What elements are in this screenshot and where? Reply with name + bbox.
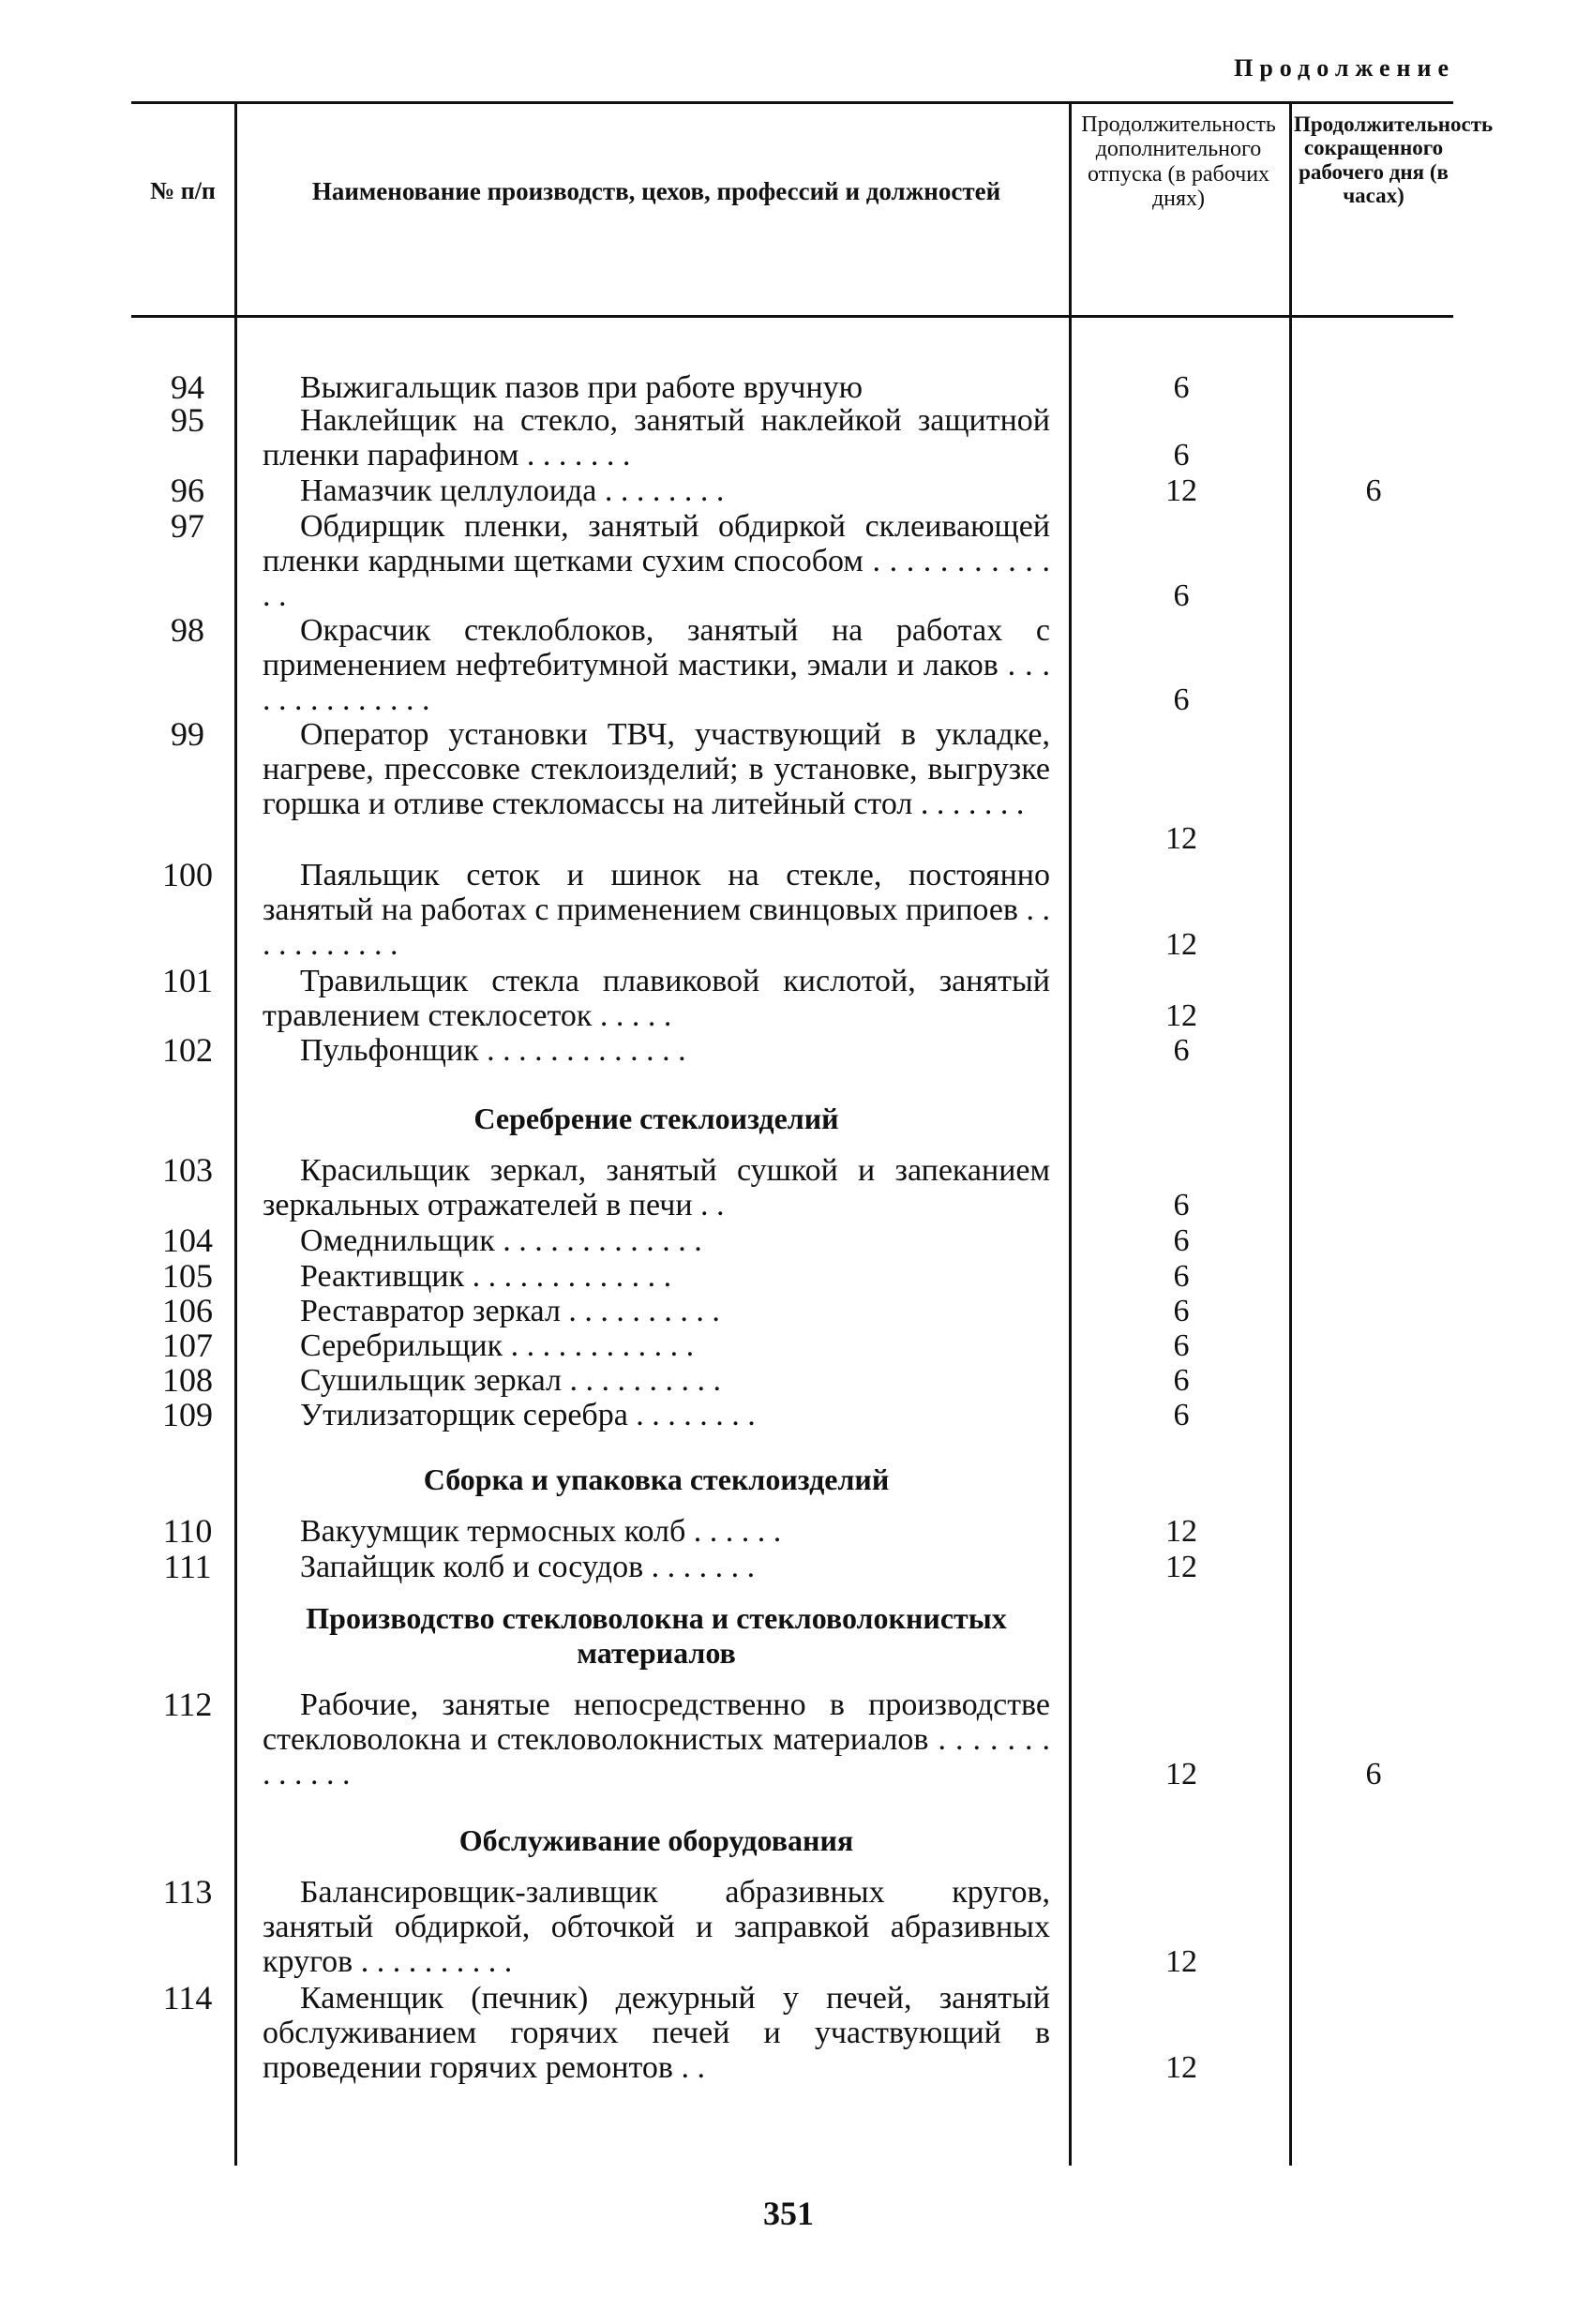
row-number: 102 [162,1031,213,1069]
table-row [0,403,1577,472]
row-number: 105 [162,1257,213,1295]
row-additional-leave: 6 [1173,1328,1190,1363]
row-additional-leave: 6 [1173,1188,1190,1222]
row-additional-leave: 6 [1173,1033,1190,1068]
row-name: Наклейщик на стекло, занятый наклейкой защитной пленки парафином . . . . . . . [263,403,1050,472]
section-heading-row [0,1462,1577,1497]
page-number: 351 [763,2195,814,2232]
row-number: 114 [162,1979,213,2017]
table-row [0,1363,1577,1398]
table-row [0,1550,1577,1584]
header-num: № п/п [150,177,216,204]
row-additional-leave: 12 [1165,927,1197,962]
row-number: 110 [162,1512,213,1550]
row-name: Красильщик зеркал, занятый сушкой и запеканием зеркальных отражателей в печи . . [263,1153,1050,1222]
row-name: Травильщик стекла плавиковой кислотой, занятый травлением стеклосеток . . . . . [263,964,1050,1033]
section-title: Сборка и упаковка стеклоизделий [423,1462,890,1496]
section-heading-row [0,1601,1577,1671]
row-number: 109 [162,1396,213,1433]
row-additional-leave: 12 [1165,821,1197,856]
row-additional-leave: 12 [1165,1550,1197,1584]
row-number: 111 [163,1548,212,1585]
row-name: Серебрильщик . . . . . . . . . . . . [300,1328,695,1363]
table-row [0,1328,1577,1363]
row-number: 113 [162,1873,213,1911]
row-additional-leave: 6 [1173,1259,1190,1294]
row-number: 100 [162,856,213,893]
table-row [0,1398,1577,1432]
row-additional-leave: 12 [1165,2050,1197,2085]
row-number: 98 [171,611,204,649]
table-row [0,1687,1577,1792]
continuation-label: Продолжение [1234,54,1455,82]
row-number: 97 [171,507,204,545]
table-row [0,613,1577,717]
row-additional-leave: 6 [1173,1363,1190,1398]
row-number: 112 [162,1686,213,1723]
row-number: 104 [162,1222,213,1259]
row-additional-leave: 6 [1173,1398,1190,1432]
row-number: 106 [162,1292,213,1329]
section-title: Серебрение стеклоизделий [473,1102,839,1135]
row-number: 99 [171,715,204,753]
table-row [0,964,1577,1033]
row-name: Омеднильщик . . . . . . . . . . . . . [300,1223,702,1258]
row-number: 107 [162,1327,213,1364]
row-name: Утилизаторщик серебра . . . . . . . . [300,1398,756,1432]
row-name: Паяльщик сеток и шинок на стекле, постоянно занятый на работах с применением свинцовых припоев . . . . . . . . . . . [263,858,1050,962]
row-additional-leave: 6 [1173,682,1190,717]
row-name: Оператор установки ТВЧ, участвующий в укладке, нагреве, прессовке стеклоизделий; в установке, выгрузке горшка и отливе стекломассы на литейный стол . . . . . . . [263,717,1050,821]
row-name: Вакуумщик термосных колб . . . . . . [300,1514,782,1549]
section-title: Производство стекловолокна и стекловолокнистых материалов [306,1601,1007,1670]
row-name: Реактивщик . . . . . . . . . . . . . [300,1259,672,1294]
header-short-day: Продолжительность сокращенного рабочего дня (в часах) [1294,112,1494,207]
row-additional-leave: 6 [1173,578,1190,613]
row-number: 103 [162,1151,213,1189]
row-name: Сушильщик зеркал . . . . . . . . . . [300,1363,721,1398]
row-name: Намазчик целлулоида . . . . . . . . [300,473,725,508]
row-number: 101 [162,962,213,999]
section-heading-row [0,1102,1577,1136]
row-additional-leave: 12 [1165,1757,1197,1792]
row-additional-leave: 6 [1173,370,1190,405]
row-name: Запайщик колб и сосудов . . . . . . . [300,1550,756,1584]
row-additional-leave: 12 [1165,1944,1197,1979]
table-row [0,858,1577,962]
row-number: 94 [171,368,204,406]
row-name: Пульфонщик . . . . . . . . . . . . . [300,1033,686,1068]
table-row [0,1259,1577,1294]
table-row [0,370,1577,405]
row-short-day: 6 [1365,1757,1382,1792]
row-name: Каменщик (печник) дежурный у печей, занятый обслуживанием горячих печей и участвующий в проведении горячих ремонтов . . [263,1981,1050,2085]
row-name: Балансировщик-заливщик абразивных кругов, занятый обдиркой, обточкой и заправкой абразивных кругов . . . . . . . . . . [263,1875,1050,1979]
table-row [0,509,1577,613]
table-row [0,1514,1577,1549]
row-additional-leave: 6 [1173,438,1190,472]
table-row [0,1223,1577,1258]
row-number: 108 [162,1361,213,1399]
table-row [0,1033,1577,1068]
row-additional-leave: 12 [1165,1514,1197,1549]
section-heading-row [0,1823,1577,1858]
row-name: Реставратор зеркал . . . . . . . . . . [300,1294,720,1328]
row-additional-leave: 12 [1165,998,1197,1033]
table-row [0,473,1577,508]
row-number: 95 [171,401,204,439]
header-name: Наименование производств, цехов, профессий и должностей [311,177,1001,205]
table-row [0,1875,1577,1979]
table-row [0,717,1577,856]
table-row [0,1153,1577,1222]
row-additional-leave: 6 [1173,1223,1190,1258]
row-additional-leave: 6 [1173,1294,1190,1328]
row-name: Окрасчик стеклоблоков, занятый на работах с применением нефтебитумной мастики, эмали и лаков . . . . . . . . . . . . . . [263,613,1050,717]
table-row [0,1981,1577,2085]
table-row [0,1294,1577,1328]
row-name: Рабочие, занятые непосредственно в производстве стекловолокна и стекловолокнистых материалов . . . . . . . . . . . . . [263,1687,1050,1792]
row-additional-leave: 12 [1165,473,1197,508]
row-name: Выжигальщик пазов при работе вручную [300,370,864,405]
row-number: 96 [171,472,204,509]
section-title: Обслуживание оборудования [458,1823,854,1857]
row-short-day: 6 [1365,473,1382,508]
header-additional-leave: Продолжительность дополнительного отпуска (в рабочих днях) [1081,112,1276,212]
row-name: Обдирщик пленки, занятый обдиркой склеивающей пленки кардными щетками сухим способом . . . . . . . . . . . . . [263,509,1050,613]
